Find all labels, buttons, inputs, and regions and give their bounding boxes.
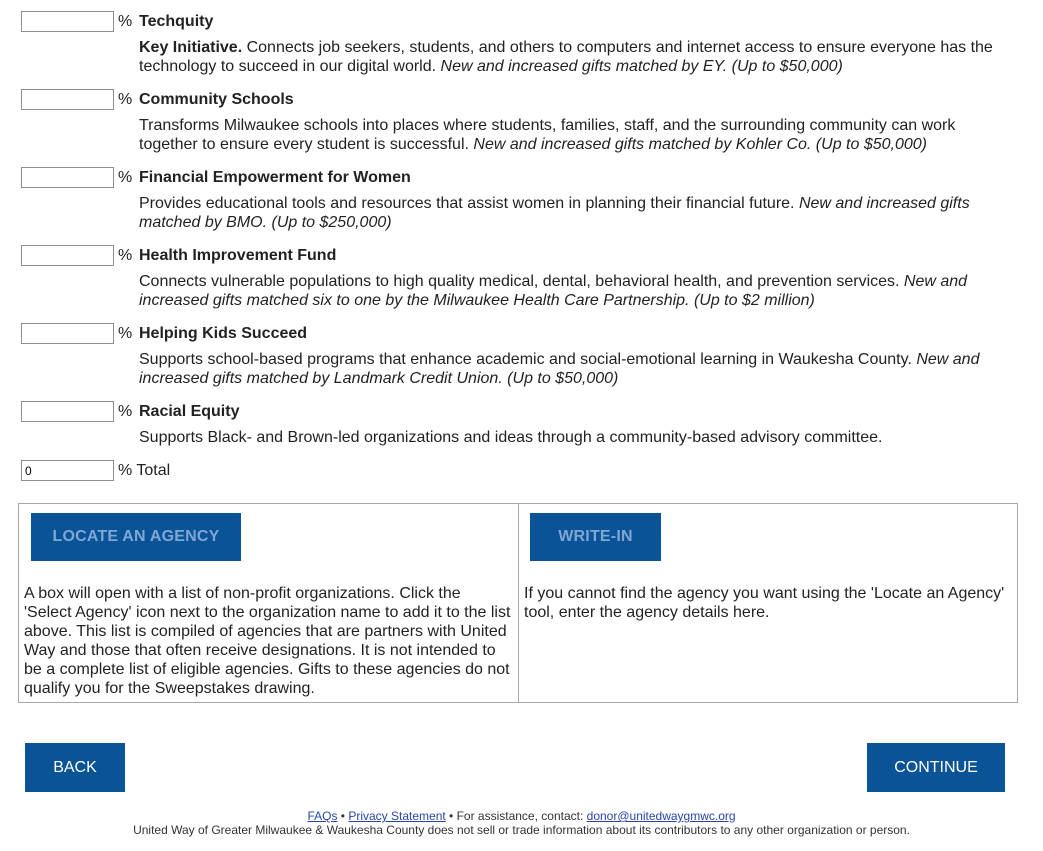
total-label: % Total [118,462,171,479]
fund-name: Racial Equity [139,403,240,420]
back-button[interactable]: BACK [25,743,125,792]
agency-tools-box [18,503,1018,703]
footer-assistance-text: • For assistance, contact: [445,809,587,823]
footer-separator: • [337,809,349,823]
fund-lead: Key Initiative. [139,39,243,56]
fund-description [139,350,999,388]
fund-description [139,272,999,310]
privacy-statement-link[interactable]: Privacy Statement [348,809,446,823]
write-in-cell [518,504,1017,702]
fund-match-text: New and increased gifts matched by BMO. (Up to $250,000) [139,195,970,231]
fund-match-text: New and increased gifts matched by Kohler Co. (Up to $50,000) [473,136,927,153]
fund-name: Financial Empowerment for Women [139,169,411,186]
financial-empowerment-percent-input[interactable] [21,167,114,188]
percent-sign: % [118,403,133,420]
total-percent-input [21,460,114,481]
locate-agency-description: A box will open with a list of non-profit organizations. Click the 'Select Agency' icon next to the organization name to add it to the list above. This list is compiled of agencies that are partners with United Way and those that often receive designations. It is not intended to be a complete list of eligible agencies. Gifts to these agencies do not qualify you for the Sweepstakes drawing. [24,585,511,697]
fund-desc-text: Provides educational tools and resources that assist women in planning their financial future. [139,195,799,212]
racial-equity-percent-input[interactable] [21,401,114,422]
continue-button[interactable]: CONTINUE [867,743,1005,792]
fund-description [139,428,999,447]
write-in-button[interactable]: WRITE-IN [530,513,661,561]
support-email-link[interactable]: donor@unitedwaygmwc.org [586,809,736,823]
percent-sign: % [118,13,133,30]
community-schools-percent-input[interactable] [21,89,114,110]
write-in-description: If you cannot find the agency you want using the 'Locate an Agency' tool, enter the agency details here. [524,585,1005,621]
footer-disclaimer: United Way of Greater Milwaukee & Waukesha County does not sell or trade information about its contributors to any other organization or person. [133,823,910,837]
locate-agency-cell [19,504,518,702]
fund-name: Helping Kids Succeed [139,325,308,342]
fund-name: Health Improvement Fund [139,247,337,264]
fund-desc-text: Transforms Milwaukee schools into places where students, families, staff, and the surrounding community can work together to ensure every student is successful. [139,117,956,153]
faqs-link[interactable]: FAQs [307,809,338,823]
percent-sign: % [118,169,133,186]
fund-name: Techquity [139,13,214,30]
percent-sign: % [118,325,133,342]
fund-desc-text: Connects vulnerable populations to high quality medical, dental, behavioral health, and prevention services. [139,273,904,290]
fund-desc-text: Connects job seekers, students, and others to computers and internet access to ensure everyone has the technology to succeed in our digital world. [139,39,993,75]
techquity-percent-input[interactable] [21,11,114,32]
helping-kids-percent-input[interactable] [21,323,114,344]
fund-match-text: New and increased gifts matched six to one by the Milwaukee Health Care Partnership. (Up to $2 million) [139,273,968,309]
fund-name: Community Schools [139,91,294,108]
fund-match-text: New and increased gifts matched by EY. (Up to $50,000) [440,58,843,75]
fund-description [139,116,999,154]
fund-match-text: New and increased gifts matched by Landmark Credit Union. (Up to $50,000) [139,351,980,387]
locate-agency-button[interactable]: LOCATE AN AGENCY [31,513,241,561]
footer [0,809,1043,837]
fund-desc-text: Supports Black- and Brown-led organizations and ideas through a community-based advisory committee. [139,429,883,446]
percent-sign: % [118,247,133,264]
footer-links-line [0,809,1043,823]
fund-desc-text: Supports school-based programs that enhance academic and social-emotional learning in Waukesha County. [139,351,917,368]
fund-description [139,194,999,232]
health-improvement-percent-input[interactable] [21,245,114,266]
fund-description [139,38,999,76]
percent-sign: % [118,91,133,108]
